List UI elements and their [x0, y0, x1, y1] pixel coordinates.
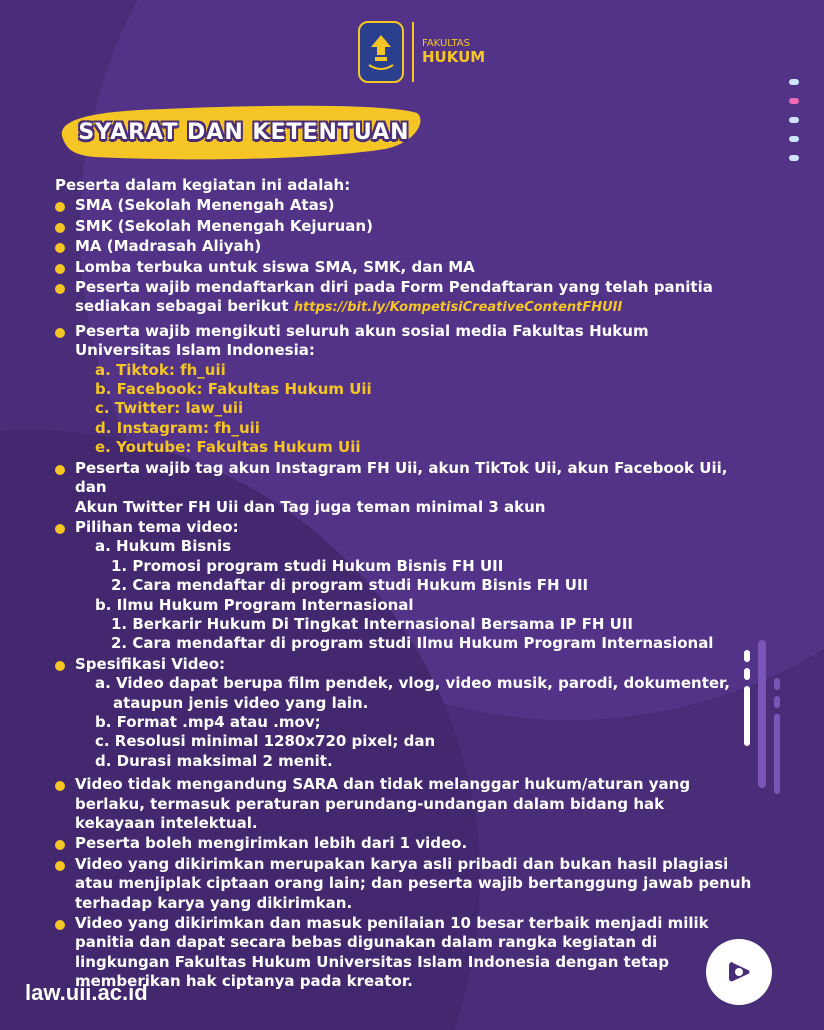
list-item [55, 655, 755, 771]
theme-item: 1. Berkarir Hukum Di Tingkat Internasional Bersama IP FH UII [111, 614, 633, 633]
footer-url[interactable]: law.uii.ac.id [25, 980, 148, 1005]
item-text: Peserta wajib mendaftarkan diri pada Form Pendaftaran yang telah panitia [75, 278, 713, 297]
list-item [55, 237, 755, 256]
list-item [55, 322, 755, 458]
list-item [55, 855, 755, 913]
spec-item: d. Durasi maksimal 2 menit. [95, 751, 333, 770]
title-banner [55, 99, 423, 165]
indicator-dot [789, 155, 799, 161]
list-item [55, 775, 755, 833]
social-item-facebook: b. Facebook: Fakultas Hukum Uii [95, 380, 372, 399]
decorative-bars [740, 640, 790, 800]
item-text: panitia dan dapat secara bebas digunakan dalam rangka kegiatan di [75, 933, 658, 952]
faculty-name [422, 38, 485, 66]
item-text: MA (Madrasah Aliyah) [75, 237, 262, 256]
decorative-bar [774, 714, 780, 794]
item-text-line [75, 297, 755, 317]
spec-item: ataupun jenis video yang lain. [113, 693, 369, 712]
item-text: Video yang dikirimkan dan masuk penilaian 10 besar terbaik menjadi milik [75, 914, 709, 933]
item-text: Akun Twitter FH Uii dan Tag juga teman minimal 3 akun [75, 497, 546, 516]
uii-seal-icon [358, 21, 404, 83]
item-text: Peserta wajib mengikuti seluruh akun sosial media Fakultas Hukum [75, 321, 649, 340]
theme-item: 1. Promosi program studi Hukum Bisnis FH UII [111, 556, 504, 575]
item-text: Peserta wajib tag akun Instagram FH Uii, akun TikTok Uii, akun Facebook Uii, dan [75, 458, 728, 497]
list-item [55, 834, 755, 853]
social-item-youtube: e. Youtube: Fakultas Hukum Uii [95, 438, 361, 457]
social-item-twitter: c. Twitter: law_uii [95, 399, 244, 418]
item-text: Video yang dikirimkan merupakan karya asli pribadi dan bukan hasil plagiasi [75, 854, 729, 873]
list-item [55, 914, 755, 992]
item-text: Universitas Islam Indonesia: [75, 341, 315, 360]
item-text: lingkungan Fakultas Hukum Universitas Islam Indonesia dengan tetap [75, 952, 670, 971]
list-item [55, 196, 755, 215]
indicator-dot [789, 136, 799, 142]
item-text: SMA (Sekolah Menengah Atas) [75, 196, 335, 215]
list-item [55, 518, 755, 654]
play-icon [721, 954, 757, 990]
decorative-bar [744, 650, 750, 662]
social-item-instagram: d. Instagram: fh_uii [95, 418, 260, 437]
item-text: Lomba terbuka untuk siswa SMA, SMK, dan MA [75, 257, 475, 276]
spec-item: c. Resolusi minimal 1280x720 pixel; dan [95, 732, 436, 751]
theme-heading: a. Hukum Bisnis [95, 537, 232, 556]
item-text: Pilihan tema video: [75, 517, 239, 536]
item-text: sediakan sebagai berikut [75, 297, 289, 316]
list-item [55, 278, 755, 318]
terms-content [55, 176, 755, 993]
item-text: kekayaan intelektual. [75, 814, 258, 832]
theme-item: 2. Cara mendaftar di program studi Ilmu Hukum Program Internasional [111, 634, 714, 653]
faculty-title: HUKUM [422, 48, 486, 67]
list-item [55, 459, 755, 517]
terms-list [55, 196, 755, 991]
item-text: berlaku, termasuk peraturan perundang-undangan dalam bidang hak [75, 794, 665, 813]
play-button[interactable] [706, 939, 772, 1005]
decorative-bar [774, 696, 780, 708]
decorative-bar [758, 640, 766, 788]
slide-indicator [789, 79, 801, 174]
logo-divider [412, 22, 414, 82]
item-text: Video tidak mengandung SARA dan tidak melanggar hukum/aturan yang [75, 775, 691, 794]
intro-text: Peserta dalam kegiatan ini adalah: [55, 176, 351, 194]
decorative-bar [744, 668, 750, 680]
indicator-dot [789, 117, 799, 123]
page-title: SYARAT DAN KETENTUAN [78, 119, 410, 145]
registration-link[interactable]: https://bit.ly/KompetisiCreativeContentFHUII [293, 300, 623, 316]
item-text: SMK (Sekolah Menengah Kejuruan) [75, 216, 373, 235]
list-item [55, 258, 755, 277]
indicator-dot-active [789, 98, 799, 104]
spec-item: b. Format .mp4 atau .mov; [95, 712, 321, 731]
item-text: terhadap karya yang dikirimkan. [75, 893, 353, 912]
faculty-label: FAKULTAS [422, 38, 470, 50]
spec-item: a. Video dapat berupa film pendek, vlog, video musik, parodi, dokumenter, [95, 674, 730, 693]
theme-heading: b. Ilmu Hukum Program Internasional [95, 595, 414, 614]
item-text: memberikan hak ciptanya pada kreator. [75, 972, 413, 991]
social-item-tiktok: a. Tiktok: fh_uii [95, 360, 226, 379]
faculty-logo [358, 20, 485, 84]
item-text: atau menjiplak ciptaan orang lain; dan peserta wajib bertanggung jawab penuh [75, 874, 752, 893]
item-text: Spesifikasi Video: [75, 654, 225, 673]
item-text: Peserta boleh mengirimkan lebih dari 1 video. [75, 834, 468, 853]
decorative-bar [774, 678, 780, 690]
theme-item: 2. Cara mendaftar di program studi Hukum Bisnis FH UII [111, 576, 589, 595]
decorative-bar [744, 686, 750, 746]
indicator-dot [789, 79, 799, 85]
list-item [55, 217, 755, 236]
